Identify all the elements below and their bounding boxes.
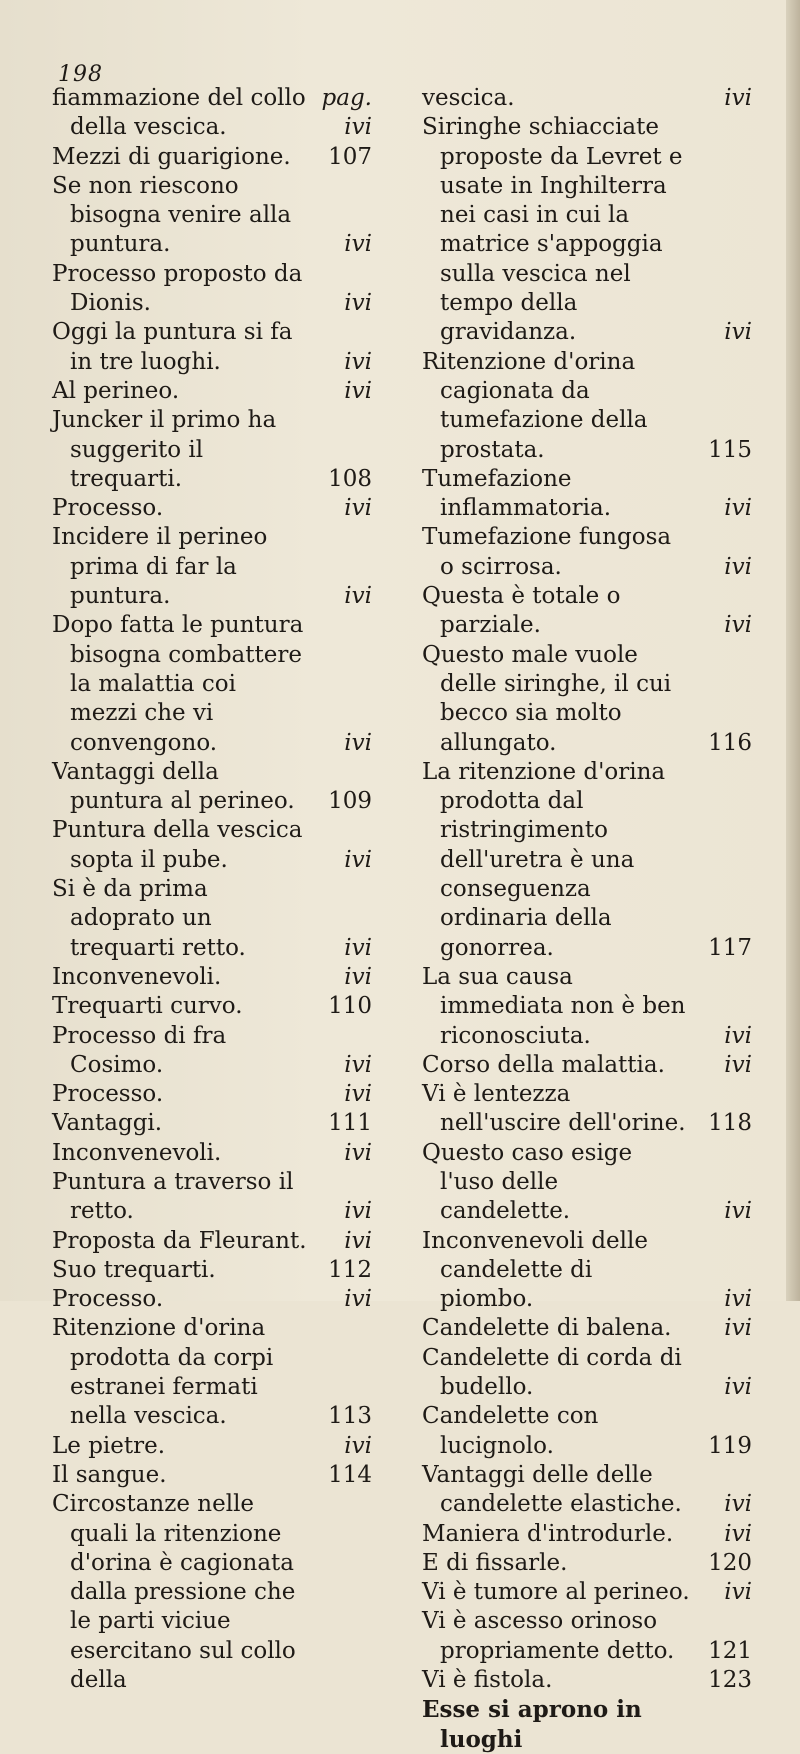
index-entry [422,641,752,758]
index-entry [52,1022,372,1081]
entry-text: Suo trequarti. [52,1256,216,1283]
index-entry [52,611,372,757]
entry-page: ivi [344,1227,372,1254]
entry-page: 118 [708,1110,752,1137]
entry-text: fiammazione del collo della vescica. [52,85,306,141]
entry-text: Processo proposto da Dionis. [52,260,303,317]
entry-text: Puntura della vescica sopta il pube. [52,817,303,873]
entry-page: 108 [328,465,372,492]
index-entry [422,1520,752,1549]
entry-page: ivi [724,612,752,639]
index-entry [422,1402,752,1461]
index-entry [422,1227,752,1315]
index-entry [52,875,372,963]
entry-page: ivi [344,348,372,375]
entry-text: Vi è tumore al perineo. [422,1579,690,1606]
index-entry [52,1490,372,1695]
index-entry [422,1139,752,1227]
index-entry [52,1168,372,1227]
entry-page: ivi [724,495,752,522]
entry-text: Circostanze nelle quali la ritenzione d'orina è cagionata dalla pressione che le parti viciue esercitano sul collo della [52,1491,296,1694]
index-entry [422,1549,752,1578]
entry-text: Maniera d'introdurle. [422,1520,674,1547]
index-entry [52,1109,372,1138]
index-entry [422,1695,752,1754]
entry-text: Dopo fatta le puntura bisogna combattere la malattia coi mezzi che vi convengono. [52,612,304,756]
entry-page: ivi [344,963,372,990]
index-entry [52,1285,372,1314]
index-entry [422,1314,752,1343]
entry-page: 120 [708,1549,752,1576]
index-entry [422,963,752,1051]
entry-page: ivi [344,934,372,961]
entry-text: vescica. [422,85,515,111]
index-entry [52,377,372,406]
entry-text: La ritenzione d'orina prodotta dal ristringimento dell'uretra è una conseguenza ordinaria della gonorrea. [422,758,666,961]
entry-text: Mezzi di guarigione. [52,143,291,170]
entry-text: Vantaggi. [52,1110,163,1137]
page-edge [786,0,800,1301]
index-entry [422,582,752,641]
index-entry [52,1314,372,1431]
index-entry [422,1666,752,1695]
entry-text: Ritenzione d'orina prodotta da corpi estranei fermati nella vescica. [52,1315,274,1430]
entry-page: ivi [344,846,372,873]
entry-page: 112 [328,1256,372,1283]
index-entry [422,1607,752,1666]
index-entry [52,406,372,494]
entry-text: Esse si aprono in luoghi [422,1696,642,1753]
index-column-left [52,84,372,1695]
index-entry [422,348,752,465]
entry-page: ivi [344,290,372,317]
index-entry [52,494,372,523]
entry-page: 107 [328,143,372,170]
entry-text: Candelette con lucignolo. [422,1403,599,1459]
entry-page: 110 [328,993,372,1020]
entry-page: 117 [708,934,752,961]
index-entry [52,963,372,992]
entry-text: Vi è lentezza nell'uscire dell'orine. [422,1081,686,1137]
index-entry [422,523,752,582]
entry-text: Processo. [52,1081,164,1108]
index-entry [52,758,372,817]
entry-text: Inconvenevoli. [52,1139,222,1166]
index-entry [52,143,372,172]
entry-text: Siringhe schiacciate proposte da Levret e usate in Inghilterra nei casi in cui la matrice s'appoggia sulla vescica nel tempo della gravidanza. [422,114,683,346]
entry-page: ivi [344,1286,372,1313]
entry-page: ivi [344,583,372,610]
entry-text: Tumefazione inflammatoria. [422,465,612,522]
entry-page: ivi [724,1022,752,1049]
entry-text: Inconvenevoli delle candelette di piombo. [422,1227,648,1313]
entry-page: ivi [344,729,372,756]
entry-text: Questa è totale o parziale. [422,583,621,639]
entry-page: ivi [724,319,752,346]
index-entry [52,992,372,1021]
entry-page: 121 [708,1637,752,1664]
entry-page: ivi [724,1051,752,1078]
entry-text: Inconvenevoli. [52,963,222,990]
entry-text: Questo male vuole delle siringhe, il cui becco sia molto allungato. [422,641,672,756]
entry-page: 119 [708,1432,752,1459]
entry-page: ivi [724,1286,752,1313]
entry-text: Processo di fra Cosimo. [52,1022,227,1078]
index-entry [52,260,372,319]
entry-text: La sua causa immediata non è ben riconosciuta. [422,963,686,1049]
entry-text: Juncker il primo ha suggerito il trequarti. [52,407,277,492]
entry-page: ivi [724,1374,752,1401]
entry-page: ivi [344,495,372,522]
index-entry [52,1227,372,1256]
index-entry [422,113,752,347]
entry-text: Il sangue. [52,1461,167,1488]
entry-text: Ritenzione d'orina cagionata da tumefazione della prostata. [422,348,648,463]
entry-text: Candelette di balena. [422,1315,672,1342]
entry-text: Vantaggi delle delle candelette elastiche. [422,1461,682,1518]
entry-text: Al perineo. [52,377,180,404]
entry-text: Si è da prima adoprato un trequarti retto. [52,876,246,961]
entry-page: ivi [344,1198,372,1225]
entry-page: 113 [328,1403,372,1430]
index-entry [52,1432,372,1461]
index-entry [52,1461,372,1490]
entry-text: Candelette di corda di budello. [422,1344,682,1401]
entry-text: Corso della malattia. [422,1051,665,1078]
entry-text: Vi è fistola. [422,1667,553,1694]
index-entry [52,1080,372,1109]
entry-page: 115 [708,436,752,463]
entry-text: Trequarti curvo. [52,993,243,1020]
index-entry [422,1344,752,1403]
index-entry [52,1256,372,1285]
entry-text: Processo. [52,495,164,522]
index-column-right [422,84,752,1754]
entry-page: 111 [328,1110,372,1137]
entry-text: Proposta da Fleurant. [52,1227,307,1254]
entry-page: ivi [344,1051,372,1078]
index-entry [52,84,372,143]
index-entry [52,816,372,875]
entry-page: ivi [724,1198,752,1225]
index-entry [422,1578,752,1607]
page-number: 198 [58,62,103,87]
entry-text: Le pietre. [52,1432,166,1459]
entry-page: ivi [724,1491,752,1518]
entry-text: Vantaggi della puntura al perineo. [52,758,295,815]
index-entry [422,84,752,113]
entry-page: ivi [344,377,372,404]
entry-page: ivi [724,553,752,580]
index-entry [422,1051,752,1080]
entry-page: ivi [344,1139,372,1166]
index-entry [422,1461,752,1520]
entry-text: Tumefazione fungosa o scirrosa. [422,524,672,580]
entry-page: pag. ivi [321,85,372,141]
index-entry [422,465,752,524]
entry-text: Se non riescono bisogna venire alla puntura. [52,172,292,258]
entry-text: Vi è ascesso orinoso propriamente detto. [422,1608,675,1664]
entry-page: ivi [724,1315,752,1342]
index-entry [52,523,372,611]
entry-text: Incidere il perineo prima di far la puntura. [52,524,268,610]
index-entry [422,1080,752,1139]
index-entry [52,172,372,260]
entry-page: 114 [328,1461,372,1488]
entry-text: Processo. [52,1286,164,1313]
entry-page: ivi [344,231,372,258]
entry-page: ivi [724,1520,752,1547]
entry-page: ivi [724,1579,752,1606]
entry-page: ivi [344,1432,372,1459]
entry-page: 116 [708,729,752,756]
entry-page: 109 [328,788,372,815]
entry-text: E di fissarle. [422,1549,568,1576]
entry-page: 123 [708,1667,752,1694]
index-entry [422,758,752,963]
index-entry [52,318,372,377]
entry-text: Puntura a traverso il retto. [52,1168,294,1225]
entry-page: ivi [724,85,752,111]
entry-page: ivi [344,1081,372,1108]
entry-text: Oggi la puntura si fa in tre luoghi. [52,319,293,375]
entry-text: Questo caso esige l'uso delle candelette. [422,1139,633,1225]
index-entry [52,1139,372,1168]
